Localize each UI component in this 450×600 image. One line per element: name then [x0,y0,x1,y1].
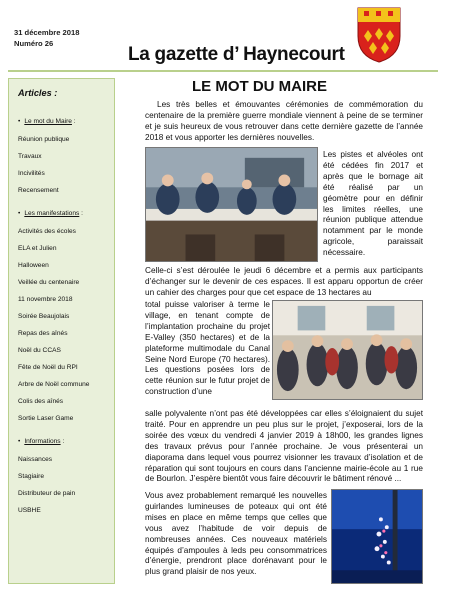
issue-number: Numéro 26 [14,39,54,48]
sidebar-item[interactable]: Stagiaire [18,473,45,480]
sidebar-item[interactable]: Sortie Laser Game [18,415,74,422]
issue-date: 31 décembre 2018 [14,28,80,37]
sidebar-heading: Articles : [18,88,58,98]
sidebar-section-mot-du-maire[interactable]: • Le mot du Maire : [18,118,76,125]
audience-photo [272,300,423,400]
sidebar-item[interactable]: Incivilités [18,170,45,177]
article-heading: LE MOT DU MAIRE [192,78,327,95]
article-paragraph: salle polyvalente n’ont pas été développées car elles s’éloignaient du sujet traité. Pour en apprendre un peu plus sur le projet, j’exposerai, lors de la soirée des vœux du vendredi 4 janvier 2019 à 18h00, les grandes lignes des travaux prévus pour l’année prochaine. Je vous présenterai un diaporama dans lequel vous pourrez visionner les travaux d’isolation et de réparation qui sont toujours en cours dans l’ancienne mairie-école au 1 rue de Bourlon. J’espère bientôt vous faire découvrir le bâtiment rénové ... [145,409,423,484]
christmas-lights-photo [331,489,423,584]
sidebar-item[interactable]: Noël du CCAS [18,347,61,354]
article-paragraph: total puisse valoriser à terme le village, en tenant compte de l’implantation prochaine du projet E-Valley (350 hectares) et de la plateforme multimodale du Canal Seine Nord Europe (70 hectares). Les questions posées lors de cette réunion sur le futur projet de construction d’une [145,300,270,397]
sidebar-item[interactable]: Activités des écoles [18,228,76,235]
sidebar-item[interactable]: USBHE [18,507,41,514]
sidebar-item[interactable]: Fête de Noël du RPI [18,364,78,371]
sidebar-item[interactable]: Réunion publique [18,136,70,143]
sidebar-section-manifestations[interactable]: • Les manifestations : [18,210,83,217]
sidebar-item[interactable]: Colis des aînés [18,398,64,405]
coat-of-arms-icon [356,6,402,64]
header-rule-top [8,70,438,72]
sidebar-item[interactable]: Arbre de Noël commune [18,381,90,388]
sidebar-item[interactable]: Halloween [18,262,49,269]
article-paragraph: Celle-ci s’est déroulée le jeudi 6 décembre et a permis aux participants d’échanger sur le devenir de ces espaces. Il est apparu opportun de créer un cahier des charges pour que cet espace de 13 hectares au [145,266,423,297]
sidebar-item[interactable]: Soirée Beaujolais [18,313,70,320]
sidebar-item[interactable]: Naissances [18,456,53,463]
article-paragraph: Les très belles et émouvantes cérémonies de commémoration du centenaire de la première guerre mondiale viennent à peine de se terminer et je suis heureux de vous retrouver dans cette dernière gazette de l’année 2018 et vous apporter les dernières nouvelles. [145,100,423,142]
newsletter-title: La gazette d’ Haynecourt [128,44,345,65]
sidebar-item[interactable]: 11 novembre 2018 [18,296,73,303]
sidebar-item[interactable]: Veillée du centenaire [18,279,80,286]
sidebar-item[interactable]: Repas des aînés [18,330,68,337]
article-paragraph: Les pistes et alvéoles ont été cédées fin 2017 et après que le bornage ait été réalisé par un géomètre pour en définir les limites réelles, une réunion publique attendue notamment par le monde agricole, paraissait nécessaire. [323,150,423,258]
sidebar-item[interactable]: Travaux [18,153,42,160]
article-paragraph: Vous avez probablement remarqué les nouvelles guirlandes lumineuses de poteaux qui ont été mises en place en même temps que celles que vous avez l’habitude de voir depuis de nombreuses années. Ces nouveaux matériels équipés d’ampoules à leds peu consommatrices d’énergie, prendront place dorénavant pour le plus grand plaisir de nos yeux. [145,491,327,577]
meeting-photo [145,147,318,262]
sidebar-item[interactable]: Recensement [18,187,59,194]
sidebar-item[interactable]: Distributeur de pain [18,490,76,497]
sidebar-item[interactable]: ELA et Julien [18,245,57,252]
sidebar-section-informations[interactable]: • Informations : [18,438,65,445]
